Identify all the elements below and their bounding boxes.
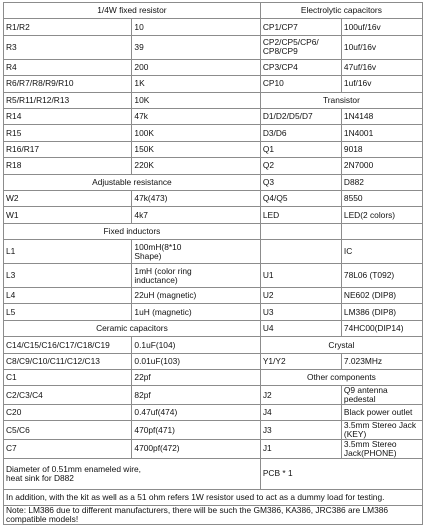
bill-of-materials [3, 2, 423, 525]
cell-value: 100mH(8*10 Shape) [132, 240, 260, 264]
cell-ref: C20 [4, 405, 132, 421]
cell-ref: J2 [260, 386, 341, 405]
table-row [4, 370, 423, 386]
table-row [4, 337, 423, 353]
cell-value: Q9 antenna pedestal [341, 386, 422, 405]
cell-value: 10uf/16v [341, 35, 422, 59]
cell-value: IC [341, 240, 422, 264]
table-row [4, 59, 423, 75]
cell-value: 9018 [341, 141, 422, 157]
table-row [4, 35, 423, 59]
header-other-components: Other components [260, 370, 422, 386]
cell-value: 4700pf(472) [132, 440, 260, 459]
cell-value: 0.1uF(104) [132, 337, 260, 353]
cell-ref: C1 [4, 370, 132, 386]
table-row [4, 440, 423, 459]
cell-ref: CP2/CP5/CP6/ CP8/CP9 [260, 35, 341, 59]
cell-value: 4k7 [132, 207, 260, 223]
table-row [4, 174, 423, 190]
table-row [4, 264, 423, 288]
cell-value: 100uf/16v [341, 19, 422, 35]
table-row [4, 304, 423, 320]
cell-ref: R14 [4, 108, 132, 124]
cell-ref: R1/R2 [4, 19, 132, 35]
header-electrolytic-capacitors: Electrolytic capacitors [260, 3, 422, 19]
cell-value: 78L06 (T092) [341, 264, 422, 288]
cell-value: 100K [132, 125, 260, 141]
cell-wire-note: Diameter of 0.51mm enameled wire, heat sink for D882 [4, 458, 261, 489]
cell-pcb: PCB * 1 [260, 458, 422, 489]
cell-value: 74HC00(DIP14) [341, 320, 422, 336]
cell-ref: CP1/CP7 [260, 19, 341, 35]
table-row [4, 506, 423, 525]
cell-ref: U4 [260, 320, 341, 336]
cell-ref: U2 [260, 288, 341, 304]
table-row [4, 320, 423, 336]
cell-ref: R3 [4, 35, 132, 59]
cell-ref: Q1 [260, 141, 341, 157]
cell-value: 470pf(471) [132, 421, 260, 440]
cell-ref: L5 [4, 304, 132, 320]
cell-ref: Q2 [260, 158, 341, 174]
header-fixed-resistor: 1/4W fixed resistor [4, 3, 261, 19]
cell-value: 200 [132, 59, 260, 75]
cell-value: 7.023MHz [341, 353, 422, 369]
cell-value: 8550 [341, 190, 422, 206]
cell-value: 1N4001 [341, 125, 422, 141]
header-ceramic-capacitors: Ceramic capacitors [4, 320, 261, 336]
cell-value: 39 [132, 35, 260, 59]
cell-ref: Q3 [260, 174, 341, 190]
table-row [4, 353, 423, 369]
cell-ref: L1 [4, 240, 132, 264]
table-row [4, 19, 423, 35]
cell-ref: D1/D2/D5/D7 [260, 108, 341, 124]
cell-value: 22uH (magnetic) [132, 288, 260, 304]
cell-ref: J3 [260, 421, 341, 440]
cell-value: 1N4148 [341, 108, 422, 124]
cell-ref: R18 [4, 158, 132, 174]
table-row [4, 421, 423, 440]
table-row [4, 3, 423, 19]
table-row [4, 207, 423, 223]
component-table [3, 2, 423, 525]
table-row [4, 108, 423, 124]
table-row [4, 240, 423, 264]
cell-value: Black power outlet [341, 405, 422, 421]
cell-empty [260, 223, 341, 239]
cell-ref: Q4/Q5 [260, 190, 341, 206]
cell-value: 1uf/16v [341, 76, 422, 92]
table-row [4, 405, 423, 421]
cell-value: 82pf [132, 386, 260, 405]
cell-empty [260, 240, 341, 264]
cell-ref: CP3/CP4 [260, 59, 341, 75]
cell-ref: C7 [4, 440, 132, 459]
table-row [4, 386, 423, 405]
cell-ref: R6/R7/R8/R9/R10 [4, 76, 132, 92]
cell-value: 3.5mm Stereo Jack(PHONE) [341, 440, 422, 459]
table-row [4, 458, 423, 489]
cell-ref: C14/C15/C16/C17/C18/C19 [4, 337, 132, 353]
cell-value: 3.5mm Stereo Jack (KEY) [341, 421, 422, 440]
cell-ref: L4 [4, 288, 132, 304]
cell-ref: D3/D6 [260, 125, 341, 141]
table-row [4, 125, 423, 141]
table-row [4, 288, 423, 304]
cell-value: 22pf [132, 370, 260, 386]
cell-ref: R5/R11/R12/R13 [4, 92, 132, 108]
cell-ref: J4 [260, 405, 341, 421]
cell-value: 0.01uF(103) [132, 353, 260, 369]
cell-value: 47uf/16v [341, 59, 422, 75]
cell-value: 0.47uf(474) [132, 405, 260, 421]
cell-ref: CP10 [260, 76, 341, 92]
table-row [4, 190, 423, 206]
cell-ref: R15 [4, 125, 132, 141]
cell-ref: Y1/Y2 [260, 353, 341, 369]
cell-value: 220K [132, 158, 260, 174]
cell-value: 47k [132, 108, 260, 124]
note-lm386: Note: LM386 due to different manufacturers, there will be such the GM386, KA386, JRC386 are LM386 compatible models! [4, 506, 423, 525]
cell-ref: C2/C3/C4 [4, 386, 132, 405]
cell-ref: C8/C9/C10/C11/C12/C13 [4, 353, 132, 369]
cell-value: 10 [132, 19, 260, 35]
table-row [4, 489, 423, 505]
header-crystal: Crystal [260, 337, 422, 353]
cell-value: NE602 (DIP8) [341, 288, 422, 304]
cell-value: 2N7000 [341, 158, 422, 174]
table-row [4, 158, 423, 174]
table-row [4, 223, 423, 239]
cell-ref: LED [260, 207, 341, 223]
cell-value: 1K [132, 76, 260, 92]
cell-ref: U1 [260, 264, 341, 288]
cell-empty [341, 223, 422, 239]
cell-value: 47k(473) [132, 190, 260, 206]
cell-ref: U3 [260, 304, 341, 320]
cell-ref: R4 [4, 59, 132, 75]
cell-ref: R16/R17 [4, 141, 132, 157]
table-row [4, 92, 423, 108]
cell-value: 10K [132, 92, 260, 108]
header-transistor: Transistor [260, 92, 422, 108]
header-fixed-inductors: Fixed inductors [4, 223, 261, 239]
cell-value: 1mH (color ring inductance) [132, 264, 260, 288]
table-row [4, 76, 423, 92]
cell-value: D882 [341, 174, 422, 190]
cell-ref: L3 [4, 264, 132, 288]
cell-value: 1uH (magnetic) [132, 304, 260, 320]
cell-value: LM386 (DIP8) [341, 304, 422, 320]
cell-value: LED(2 colors) [341, 207, 422, 223]
cell-value: 150K [132, 141, 260, 157]
cell-ref: W2 [4, 190, 132, 206]
cell-ref: C5/C6 [4, 421, 132, 440]
cell-ref: J1 [260, 440, 341, 459]
table-row [4, 141, 423, 157]
header-adjustable-resistance: Adjustable resistance [4, 174, 261, 190]
cell-ref: W1 [4, 207, 132, 223]
note-dummy-load: In addition, with the kit as well as a 51 ohm refers 1W resistor used to act as a dummy load for testing. [4, 489, 423, 505]
